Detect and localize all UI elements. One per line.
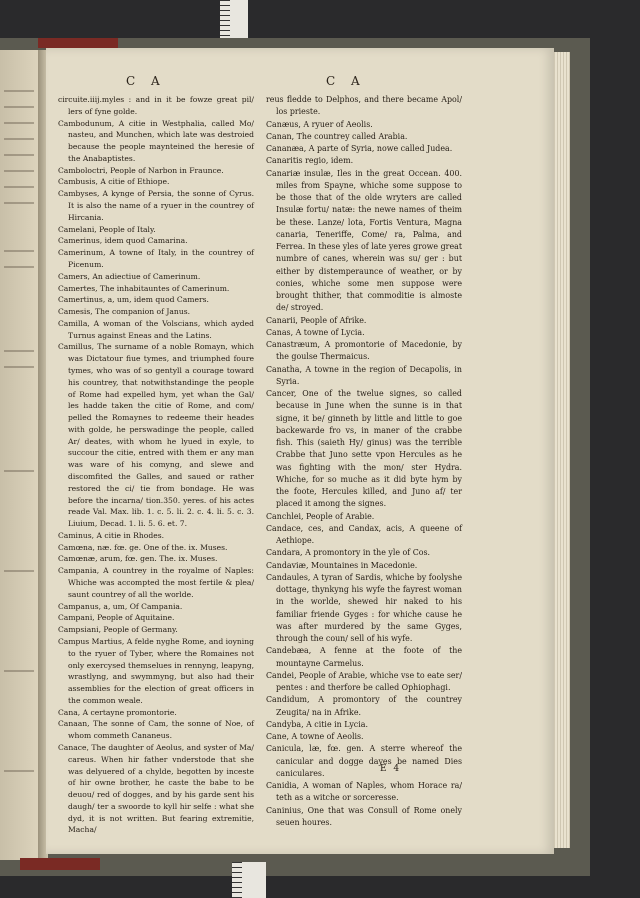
dictionary-entry: Canan, The countrey called Arabia. xyxy=(266,131,408,141)
color-ruler-bottom xyxy=(232,862,266,898)
dictionary-entry: Cambodunum, A citie in Westphalia, called Mo/ nasteu, and Munchen, which late was destroied because the people maynteined the heresie of the Anabaptistes. xyxy=(58,118,254,163)
dictionary-entry: Caninius, One that was Consull of Rome onely seuen houres. xyxy=(266,805,462,827)
dictionary-entry: Camœnæ, arum, fœ. gen. The. ix. Muses. xyxy=(58,554,218,564)
dictionary-column-right xyxy=(266,94,462,829)
dictionary-entry: Cambyses, A kynge of Persia, the sonne of Cyrus. It is also the name of a ryuer in the countrey of Hircania. xyxy=(58,189,254,222)
color-ruler-top xyxy=(220,0,248,40)
dictionary-entry: Candidum, A promontory of the countrey Zeugita/ na in Afrike. xyxy=(266,695,462,717)
dictionary-entry: Cancer, One of the twelue signes, so called because in June when the sunne is in that signe, it be/ ginneth by little and little to goe backewarde fro vs, in maner of the crabbe fish. This (saieth Hy/ ginus) was the terrible Crabbe that Juno sette vpon Hercules as he was fighting with the mon/ ster Hydra. Whiche, for so muche as it did byte hym by the foote, Hercules killed, and Juno af/ ter placed it among the signes. xyxy=(266,389,462,509)
dictionary-entry: Camertes, The inhabitauntes of Camerinum. xyxy=(58,283,230,293)
dictionary-entry: Camboloctri, People of Narbon in Fraunce. xyxy=(58,165,224,175)
dictionary-entry: Camerinus, idem quod Camarina. xyxy=(58,236,188,246)
dictionary-entry: Candebæa, A fenne at the foote of the mountayne Carmelus. xyxy=(266,646,462,668)
running-head-left: C A xyxy=(126,74,166,88)
dictionary-entry: reus fledde to Delphos, and there became Apol/ los prieste. xyxy=(266,95,462,117)
dictionary-entry: Campani, People of Aquitaine. xyxy=(58,613,175,623)
dictionary-entry: Campsiani, People of Germany. xyxy=(58,625,178,635)
dictionary-entry: Canas, A towne of Lycia. xyxy=(266,327,365,337)
dictionary-entry: Canicula, læ, fœ. gen. A sterre whereof the canicular and dogge dayes be named Dies caniculares. xyxy=(266,744,462,778)
dictionary-entry: Cambusis, A citie of Ethiope. xyxy=(58,177,170,187)
dictionary-entry: Candaules, A tyran of Sardis, whiche by foolyshe dottage, thynkyng his wyfe the fayrest woman in the worlde, shewed hir naked to his familiar friende Gyges : for whiche cause he was after murdered by the same Gyges, through the coun/ sell of his wyfe. xyxy=(266,572,462,643)
dictionary-entry: Canarii, People of Afrike. xyxy=(266,315,367,325)
dictionary-entry: Camers, An adiectiue of Camerinum. xyxy=(58,271,201,281)
dictionary-entry: Canæus, A ryuer of Aeolis. xyxy=(266,119,373,129)
cover-edge-red-bottom xyxy=(20,858,100,870)
dictionary-entry: circuite.iiij.myles : and in it be fowze great pil/ lers of fyne golde. xyxy=(58,95,254,116)
dictionary-entry: Cane, A towne of Aeolis. xyxy=(266,732,364,741)
dictionary-entry: Campus Martius, A felde nyghe Rome, and ioyning to the ryuer of Tyber, where the Romaines not only exercysed themselues in rennyng, leapyng, wrastlyng, and swymmyng, but also had their assemblies for the election of great officers in the common weale. xyxy=(58,636,254,705)
dictionary-entry: Canidia, A woman of Naples, whom Horace ra/ teth as a witche or sorceresse. xyxy=(266,781,462,803)
dictionary-entry: Caminus, A citie in Rhodes. xyxy=(58,530,165,540)
book-page xyxy=(46,48,554,854)
dictionary-entry: Candei, People of Arabie, whiche vse to eate ser/ pentes : and therfore be called Ophiophagi. xyxy=(266,670,462,692)
dictionary-entry: Canatha, A towne in the region of Decapolis, in Syria. xyxy=(266,364,462,386)
dictionary-entry: Camerinum, A towne of Italy, in the countrey of Picenum. xyxy=(58,248,254,269)
dictionary-entry: Camœna, næ. fœ. ge. One of the. ix. Muses. xyxy=(58,542,228,552)
dictionary-entry: Cananæa, A parte of Syria, nowe called Judea. xyxy=(266,144,453,153)
dictionary-column-left xyxy=(58,94,254,836)
dictionary-entry: Canariæ insulæ, Iles in the great Occean. 400. miles from Spayne, whiche some suppose to be those that of the olde wryters are called Insulæ fortu/ natæ: the newe names of theim be these. Lanze/ lota, Fortis Ventura, Magna canaria, Teneriffe, Come/ ra, Palma, and Ferrea. In these yles of late yeres growe great numbre of canes, wherein was su/ ger : but either by distemperaunce of weather, or by conies, whiche some men suppose were brought thither, that commoditie is almoste de/ stroyed. xyxy=(266,168,462,313)
dictionary-entry: Canaan, The sonne of Cam, the sonne of Noe, of whom commeth Cananeus. xyxy=(58,719,254,741)
dictionary-entry: Canastræum, A promontorie of Macedonie, by the goulse Thermaicus. xyxy=(266,340,462,362)
dictionary-entry: Camillus, The surname of a noble Romayn, which was Dictatour fiue tymes, and triumphed foure tymes, who was of so gentyll a courage toward his countrey, that notwithstandinge the people of Rome had expelled hym, yet whan the Gal/ les hadde taken the citie of Rome, and com/ pelled the Romaynes to redeeme their heades with golde, he perswadinge the people, called Ar/ deates, with whom he lyued in exyle, to succour the citie, entred with them er any man was ware of his comyng, and slewe and discomfited the Galles, and saued or rather restored the ci/ tie from bondage. He was before the incarna/ tion.350. yeres. of his actes reade Val. Max. lib. 1. c. 5. li. 2. c. 4. li. 5. c. 3. Liuium, Decad. 1. li. 5. 6. et. 7. xyxy=(58,342,254,529)
dictionary-entry: Campania, A countrey in the royalme of Naples: Whiche was accompted the most fertile & plea/ saunt countrey of all the worlde. xyxy=(58,566,254,599)
dictionary-entry: Canchlei, People of Arabie. xyxy=(266,511,375,521)
dictionary-entry: Campanus, a, um, Of Campania. xyxy=(58,601,183,611)
page-block-edge xyxy=(552,52,570,848)
dictionary-entry: Candyba, A citie in Lycia. xyxy=(266,719,368,729)
dictionary-entry: Camilla, A woman of the Volscians, which ayded Turnus against Eneas and the Latins. xyxy=(58,318,254,340)
cover-edge-red-top xyxy=(38,38,118,48)
dictionary-entry: Candaviæ, Mountaines in Macedonie. xyxy=(266,560,418,570)
signature-mark: E 4 xyxy=(380,764,402,774)
dictionary-entry: Canaritis regio, idem. xyxy=(266,156,354,166)
dictionary-entry: Canace, The daughter of Aeolus, and syster of Ma/ careus. When hir father vnderstode that she was delyuered of a chylde, begotten by inceste of hir owne brother, he caste the babe to be deuou/ red of dogges, and by his garde sent his daugh/ ter a swoorde to kyll hir selfe : what she dyd, it is not written. But fearing extremitie, Macha/ xyxy=(58,742,254,835)
running-head-right: C A xyxy=(326,74,366,88)
dictionary-entry: Camelani, People of Italy. xyxy=(58,224,156,234)
dictionary-entry: Candace, ces, and Candax, acis, A queene of Aethiope. xyxy=(266,523,462,545)
dictionary-entry: Candara, A promontory in the yle of Cos. xyxy=(266,548,431,558)
dictionary-entry: Camesis, The companion of Janus. xyxy=(58,307,191,317)
dictionary-entry: Camertinus, a, um, idem quod Camers. xyxy=(58,295,209,305)
previous-page-edge xyxy=(0,50,40,860)
dictionary-entry: Cana, A certayne promontorie. xyxy=(58,707,177,717)
